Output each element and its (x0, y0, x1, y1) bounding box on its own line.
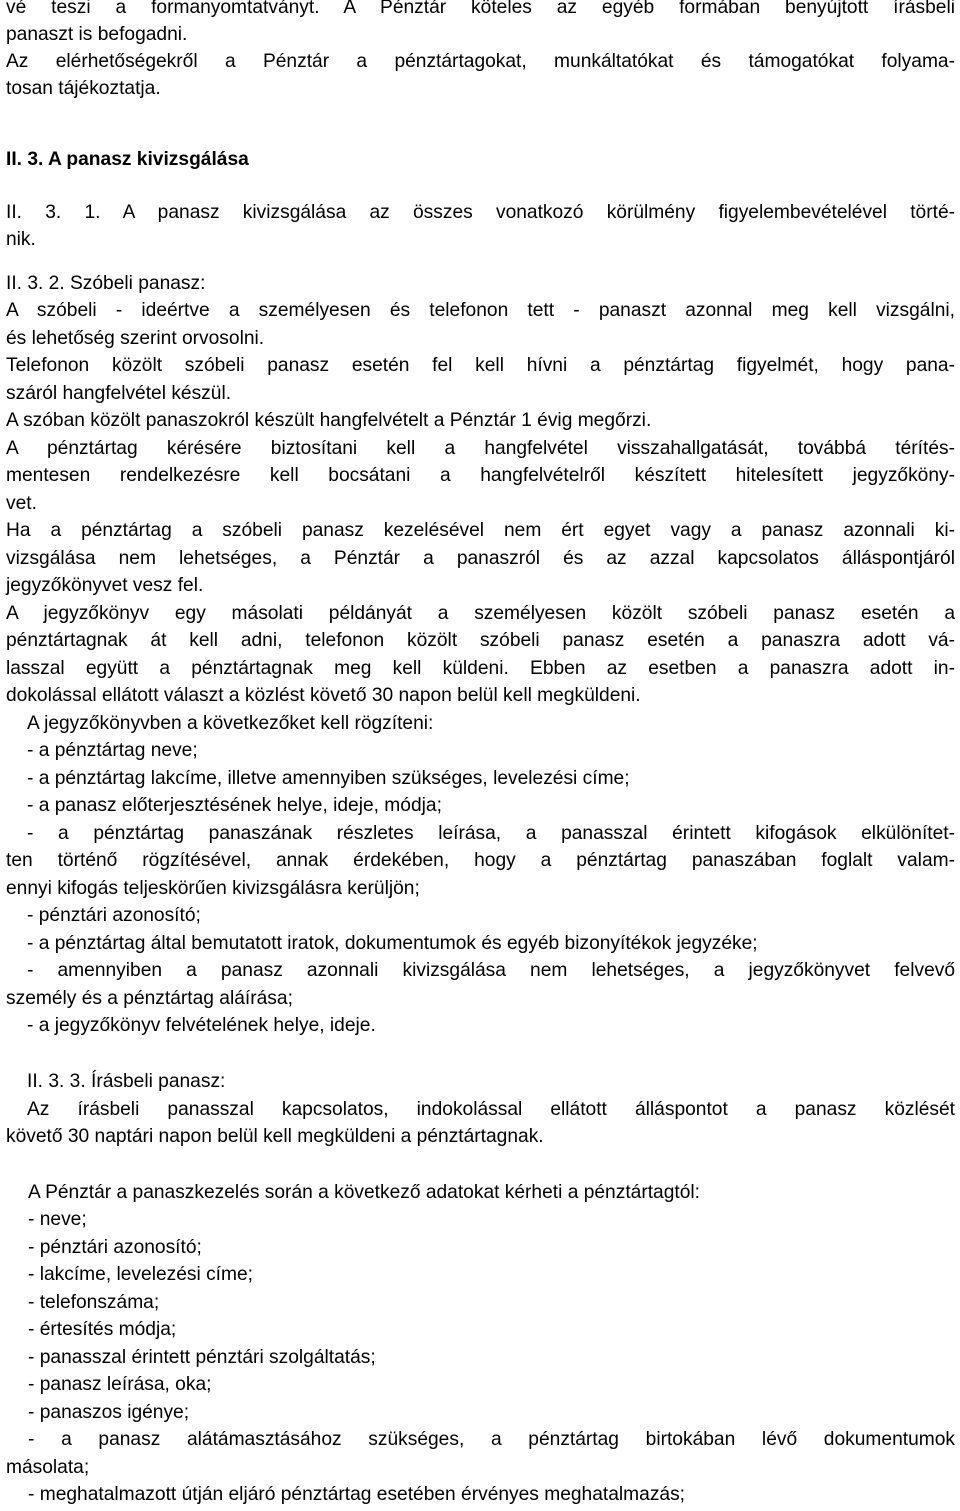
list-item: - meghatalmazott útján eljáró pénztártag esetében érvényes meghatalmazás; (28, 1484, 686, 1505)
text-line: vet. (6, 493, 37, 514)
list-item: - a panasz alátámasztásához szükséges, a pénztártag birtokában lévő dokumentumok (28, 1429, 955, 1450)
subsection-heading: II. 3. 2. Szóbeli panasz: (6, 273, 206, 294)
text-line: tosan tájékoztatja. (6, 78, 161, 99)
list-item: - panaszos igénye; (28, 1402, 190, 1423)
text-line: mentesen rendelkezésre kell bocsátani a hangfelvételről készített hitelesített jegyzőköny- (6, 465, 955, 486)
text-line: vizsgálása nem lehetséges, a Pénztár a panaszról és az azzal kapcsolatos álláspontjáról (6, 548, 955, 569)
text-line: II. 3. 1. A panasz kivizsgálása az összes vonatkozó körülmény figyelembevételével törté- (6, 202, 955, 223)
list-item-continuation: másolata; (6, 1457, 90, 1478)
list-item: - lakcíme, levelezési címe; (28, 1264, 253, 1285)
list-item: - a pénztártag neve; (27, 740, 198, 761)
list-item-continuation: ennyi kifogás teljeskörűen kivizsgálásra kerüljön; (6, 878, 420, 899)
text-line: nik. (6, 229, 36, 250)
text-line: Az írásbeli panasszal kapcsolatos, indokolással ellátott álláspontot a panasz közlését (27, 1099, 955, 1120)
list-item: - panasszal érintett pénztári szolgáltatás; (28, 1347, 376, 1368)
list-item: - a jegyzőkönyv felvételének helye, ideje. (27, 1015, 376, 1036)
text-line: jegyzőkönyvet vesz fel. (6, 575, 204, 596)
list-item: - a pénztártag panaszának részletes leírása, a panasszal érintett kifogások elkülönítet- (27, 823, 955, 844)
list-item: - pénztári azonosító; (28, 1237, 202, 1258)
list-item-continuation: ten történő rögzítésével, annak érdekében, hogy a pénztártag panaszában foglalt valam- (6, 850, 955, 871)
text-line: pénztártagnak át kell adni, telefonon közölt szóbeli panasz esetén a panaszra adott vá- (6, 630, 955, 651)
text-line: száról hangfelvétel készül. (6, 383, 232, 404)
list-intro: A Pénztár a panaszkezelés során a következő adatokat kérheti a pénztártagtól: (28, 1182, 700, 1203)
list-intro: A jegyzőkönyvben a következőket kell rögzíteni: (27, 713, 434, 734)
text-line: követő 30 naptári napon belül kell megküldeni a pénztártagnak. (6, 1126, 544, 1147)
text-line: A jegyzőkönyv egy másolati példányát a személyesen közölt szóbeli panasz esetén a (6, 603, 955, 624)
text-line: dokolással ellátott választ a közlést követő 30 napon belül kell megküldeni. (6, 685, 641, 706)
text-line: és lehetőség szerint orvosolni. (6, 328, 265, 349)
list-item: - a pénztártag által bemutatott iratok, dokumentumok és egyéb bizonyítékok jegyzéke; (27, 933, 758, 954)
list-item: - panasz leírása, oka; (28, 1374, 212, 1395)
text-line: Az elérhetőségekről a Pénztár a pénztártagokat, munkáltatókat és támogatókat folyama- (6, 51, 955, 72)
text-line: vé teszi a formanyomtatványt. A Pénztár köteles az egyéb formában benyújtott írásbeli (6, 0, 955, 18)
list-item: - a pénztártag lakcíme, illetve amennyiben szükséges, levelezési címe; (27, 768, 630, 789)
text-line: Ha a pénztártag a szóbeli panasz kezelésével nem ért egyet vagy a panasz azonnali ki- (6, 520, 955, 541)
text-line: lasszal együtt a pénztártagnak meg kell küldeni. Ebben az esetben a panaszra adott in- (6, 658, 955, 679)
text-line: A pénztártag kérésére biztosítani kell a hangfelvétel visszahallgatását, továbbá térítés- (6, 438, 955, 459)
subsection-heading: II. 3. 3. Írásbeli panasz: (27, 1071, 226, 1092)
list-item-continuation: személy és a pénztártag aláírása; (6, 988, 293, 1009)
list-item: - amennyiben a panasz azonnali kivizsgálása nem lehetséges, a jegyzőkönyvet felvevő (27, 960, 955, 981)
text-line: A szóbeli - ideértve a személyesen és telefonon tett - panaszt azonnal meg kell vizsgálni, (6, 300, 955, 321)
list-item: - pénztári azonosító; (27, 905, 201, 926)
list-item: - telefonszáma; (28, 1292, 160, 1313)
list-item: - értesítés módja; (28, 1319, 177, 1340)
list-item: - neve; (28, 1209, 87, 1230)
text-line: Telefonon közölt szóbeli panasz esetén fel kell hívni a pénztártag figyelmét, hogy pana- (6, 355, 955, 376)
section-heading: II. 3. A panasz kivizsgálása (6, 149, 249, 170)
text-line: A szóban közölt panaszokról készült hangfelvételt a Pénztár 1 évig megőrzi. (6, 410, 652, 431)
list-item: - a panasz előterjesztésének helye, ideje, módja; (27, 795, 442, 816)
text-line: panaszt is befogadni. (6, 24, 188, 45)
